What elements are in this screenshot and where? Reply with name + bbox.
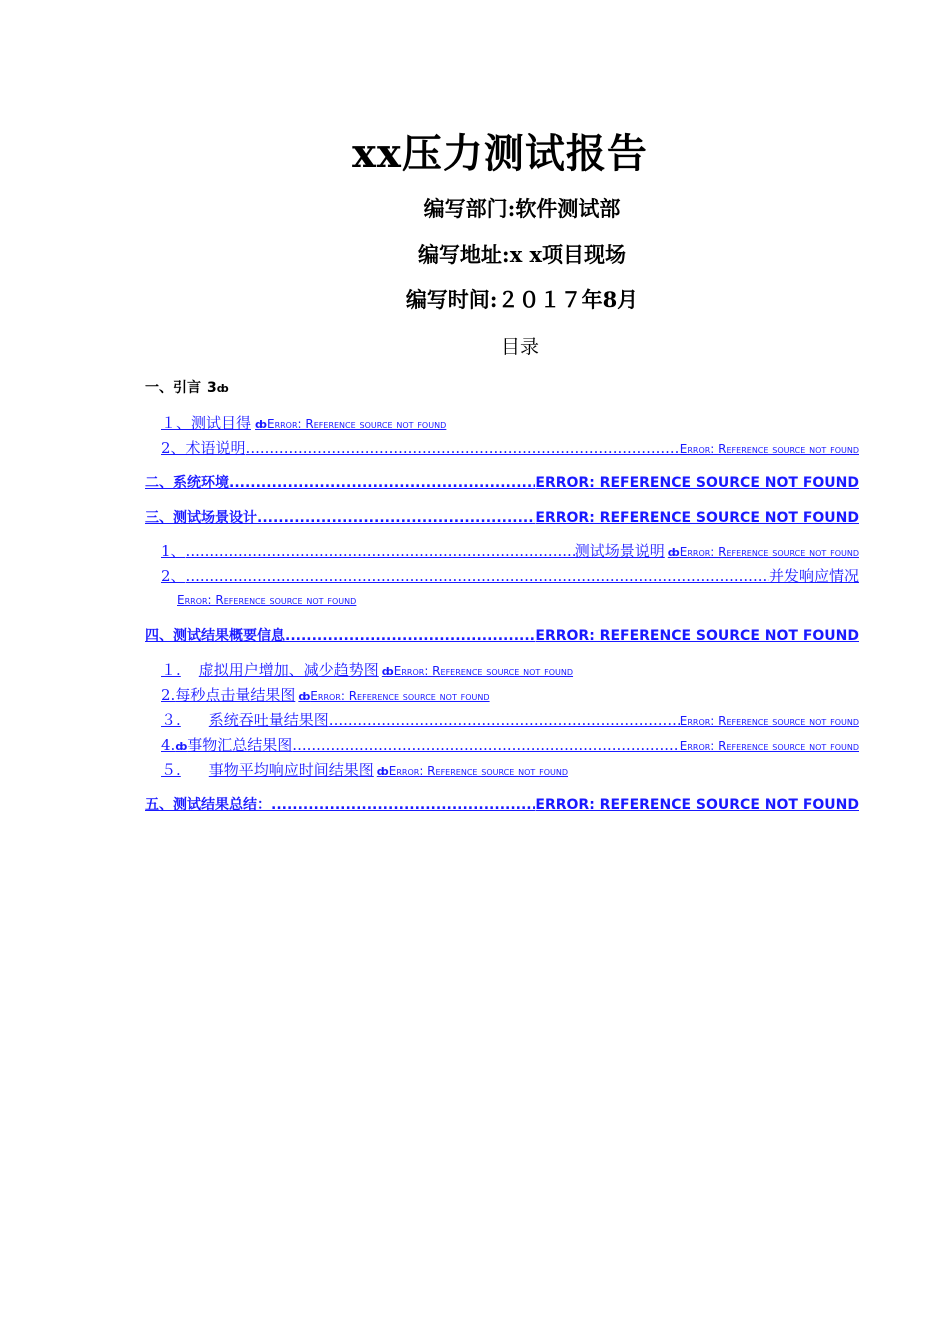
toc-item-system-env[interactable] [145,472,859,492]
toc-item-label: 三、测试场景设计 [145,510,257,526]
paragraph-mark-icon: ȸ [255,418,267,431]
toc-leader [246,439,680,457]
time-line: 编写时间:２０１７年8月 [405,287,639,312]
toc-item-label: 2、术语说明 [161,439,246,457]
paragraph-mark-icon: ȸ [667,546,680,559]
toc-error-ref: Error: Reference source not found [679,442,859,456]
toc-error-ref: Error: Reference source not found [177,593,357,607]
toc-leader [186,542,575,560]
toc-leader [292,736,679,754]
toc-error-ref: ERROR: REFERENCE SOURCE NOT FOUND [535,628,859,644]
toc-item-label: 一、引言 [145,380,201,396]
paragraph-mark-icon: ȸ [376,765,389,778]
toc-item-introduction[interactable] [145,377,859,397]
toc-item-test-purpose[interactable] [161,412,859,433]
paragraph-mark-icon: ȸ [175,740,188,753]
document-title: xx压力测试报告 [352,130,648,177]
department-line: 编写部门:软件测试部 [423,196,621,221]
toc-leader [285,628,535,644]
toc-item-hits-per-second[interactable] [161,684,859,705]
toc-leader [186,567,769,585]
toc-error-ref: Error: Reference source not found [393,664,574,678]
toc-error-ref: Error: Reference source not found [388,764,569,778]
toc-item-prefix: 2. [161,686,176,704]
toc-item-concurrency-ref[interactable] [161,590,859,608]
toc-item-label: 系统吞吐量结果图 [208,711,329,729]
address-line: 编写地址:x x项目现场 [417,242,627,267]
toc-error-ref: Error: Reference source not found [310,689,490,703]
toc-item-label: 并发响应情况 [768,567,859,585]
toc-heading: 目录 [500,336,539,358]
toc-error-ref: Error: Reference source not found [266,417,447,431]
toc-error-ref: Error: Reference source not found [679,545,859,559]
toc-item-throughput[interactable] [161,709,859,730]
toc-item-prefix: ５. [161,761,181,779]
toc-item-label: 每秒点击量结果图 [175,686,296,704]
toc-item-label: 二、系统环境 [145,475,229,491]
toc-item-label: 测试场景说明 [574,542,665,560]
toc-leader [271,797,535,813]
toc-item-prefix: １. [161,661,181,679]
toc-leader [257,510,535,526]
toc-item-label: 事物汇总结果图 [187,736,293,754]
toc-item-terminology[interactable] [161,437,859,458]
toc-item-results-summary[interactable] [145,625,859,645]
toc-item-prefix: 4. [161,736,176,754]
toc-item-label: １、测试目得 [161,414,252,432]
toc-error-ref: ERROR: REFERENCE SOURCE NOT FOUND [535,797,859,813]
toc-item-label: 五、测试结果总结： [145,797,271,813]
toc-item-label: 事物平均响应时间结果图 [208,761,374,779]
toc-item-scenario-design[interactable] [145,507,859,527]
toc-item-page: 3 [207,380,217,396]
toc-item-label: 四、测试结果概要信息 [145,628,285,644]
toc-leader [229,475,535,491]
toc-item-label: 虚拟用户增加、减少趋势图 [198,661,379,679]
toc-leader [329,711,680,729]
toc-item-avg-response-time[interactable] [161,759,859,780]
toc-error-ref: Error: Reference source not found [679,739,859,753]
toc-error-ref: ERROR: REFERENCE SOURCE NOT FOUND [535,475,859,491]
toc-item-scenario-desc[interactable] [161,540,859,561]
toc-error-ref: Error: Reference source not found [679,714,859,728]
paragraph-mark-icon: ȸ [381,665,394,678]
toc-item-conclusion[interactable] [145,794,859,814]
toc-error-ref: ERROR: REFERENCE SOURCE NOT FOUND [535,510,859,526]
toc-item-transaction-summary[interactable] [161,734,859,755]
toc-item-prefix: ３. [161,711,181,729]
paragraph-mark-icon: ȸ [298,690,311,703]
toc-item-vusers-trend[interactable] [161,659,859,680]
toc-item-prefix: 1、 [161,542,186,560]
toc-item-concurrency[interactable] [161,565,859,586]
toc-item-prefix: 2、 [161,567,186,585]
paragraph-mark-icon: ȸ [216,382,229,395]
